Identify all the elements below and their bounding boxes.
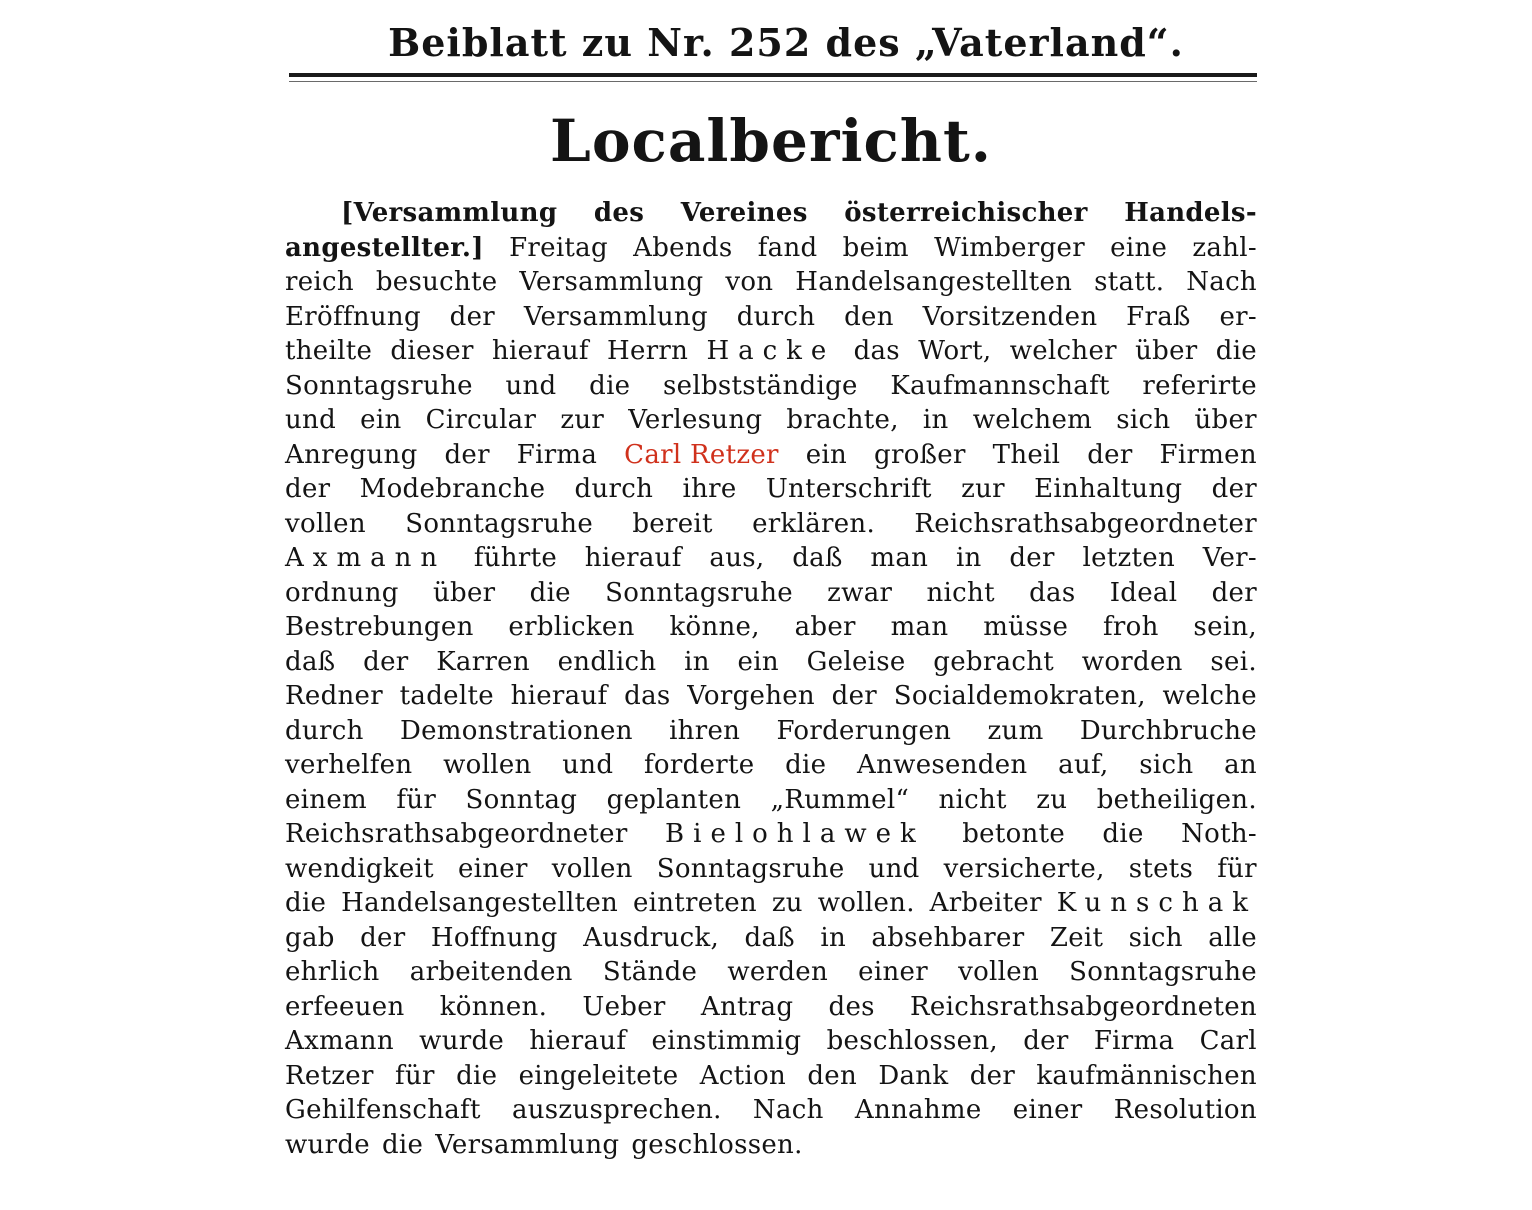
article-word: tadelte	[399, 681, 494, 711]
article-word: Firma	[516, 439, 598, 470]
article-word: Verlesung	[628, 405, 763, 435]
article-word: von	[725, 267, 774, 297]
article-word: das	[853, 336, 900, 366]
article-word: vollen	[551, 853, 633, 884]
article-word: Action	[699, 1060, 787, 1091]
article-word: Socialdemokraten,	[893, 681, 1146, 711]
article-word: in	[922, 405, 949, 435]
article-line	[285, 507, 1257, 542]
article-word: der	[444, 439, 490, 470]
article-word: Gehilfenschaft	[285, 1095, 481, 1125]
article-word: Forderungen	[776, 715, 952, 746]
article-word: einer	[457, 853, 528, 884]
article-word: das	[624, 681, 671, 711]
article-word: werden	[727, 957, 829, 987]
article-word: ein	[360, 405, 402, 435]
article-word: zur	[961, 474, 1005, 504]
article-word: einer	[858, 957, 928, 987]
article-word: die	[1215, 336, 1257, 366]
article-word: die	[285, 888, 327, 918]
article-word: wurde	[285, 1129, 370, 1160]
article-line	[285, 748, 1257, 783]
article-word: Versammlung	[523, 301, 708, 332]
article-word: Reichsrathsabgeordneter	[914, 508, 1257, 539]
article-line	[285, 610, 1257, 645]
article-word: welche	[1162, 681, 1257, 711]
article-word: österreichischer	[844, 198, 1088, 228]
article-line	[285, 196, 1257, 231]
article-word: zahl-	[1192, 232, 1257, 263]
article-word: wollen	[443, 750, 532, 780]
article-word: Anwesenden	[857, 750, 1028, 780]
article-word: an	[1224, 750, 1257, 780]
article-word: der	[969, 1060, 1016, 1091]
article-word: einstimmig	[651, 1026, 802, 1056]
article-word: vollen	[958, 957, 1039, 987]
article-word: worden	[1081, 646, 1183, 677]
article-word: sei.	[1210, 646, 1257, 677]
article-word: über	[432, 577, 496, 608]
article-word: Ausdruck,	[583, 922, 720, 953]
article-word: Ver-	[1202, 543, 1257, 573]
article-word: brachte,	[786, 405, 899, 435]
article-word: Annahme	[854, 1095, 982, 1125]
article-word: verhelfen	[285, 750, 413, 780]
article-line	[285, 783, 1257, 818]
article-word: für	[395, 1060, 435, 1091]
article-line	[285, 1059, 1257, 1094]
article-word: Hacke	[706, 336, 836, 366]
article-word: Bestrebungen	[285, 612, 474, 642]
article-word: Carl	[1199, 1026, 1257, 1056]
article-word: sich	[1116, 405, 1171, 435]
article-word: ihre	[682, 474, 737, 504]
article-word: angestellter.]	[285, 232, 484, 263]
article-line	[285, 645, 1257, 680]
article-word: auszusprechen.	[511, 1095, 722, 1125]
article-word: der	[1211, 474, 1257, 504]
article-line	[285, 955, 1257, 990]
article-word: Circular	[425, 405, 537, 435]
article-word: in	[820, 922, 847, 953]
article-word: eintreten	[632, 888, 757, 918]
article-word: Versammlung	[519, 267, 704, 297]
article-word: und	[562, 750, 614, 780]
article-word: Antrag	[700, 991, 794, 1022]
article-word: die	[456, 1060, 498, 1091]
article-word: Noth-	[1181, 819, 1257, 849]
article-word: Handels-	[1124, 198, 1257, 228]
article-word: Stände	[602, 957, 698, 987]
section-title: Localbericht.	[550, 107, 992, 175]
article-word: Wimberger	[934, 232, 1085, 263]
article-word: Wort,	[918, 336, 992, 366]
article-word: welchem	[972, 405, 1093, 435]
article-word: Hoffnung	[430, 922, 558, 953]
article-word: Ueber	[582, 991, 666, 1022]
article-word: alle	[1208, 922, 1257, 953]
article-word: dieser	[390, 336, 474, 366]
article-word: auf,	[1058, 750, 1109, 780]
article-word: stets	[1128, 853, 1194, 884]
article-word: kaufmännischen	[1036, 1060, 1257, 1091]
article-word: zum	[987, 715, 1044, 746]
article-word: sich	[1128, 922, 1183, 953]
article-word: bereit	[632, 508, 713, 539]
article-word: erblicken	[508, 612, 635, 642]
article-line	[285, 679, 1257, 714]
article-line	[285, 576, 1257, 611]
article-word: arbeitenden	[409, 957, 573, 987]
article-word: statt.	[1094, 267, 1165, 297]
header-rule-thin	[289, 81, 1257, 82]
article-word: Sonntagsruhe	[605, 577, 793, 608]
article-word: Vorgehen	[687, 681, 815, 711]
article-word: eingeleitete	[518, 1060, 679, 1091]
article-word: hierauf	[491, 336, 589, 366]
article-line	[285, 231, 1257, 266]
article-word: über	[1194, 405, 1257, 435]
article-word: der	[285, 474, 331, 504]
article-word: Handelsangestellten	[341, 888, 619, 918]
article-word: des	[828, 991, 875, 1022]
article-line	[285, 1128, 1257, 1163]
article-word: die	[785, 750, 827, 780]
article-line	[285, 472, 1257, 507]
article-word: in	[684, 646, 710, 677]
article-word: Zeit	[1049, 922, 1104, 953]
article-word: und	[505, 370, 557, 401]
article-word: der	[1211, 577, 1257, 608]
article-word: letzten	[1082, 543, 1175, 573]
article-word: hierauf	[529, 1026, 627, 1056]
article-word: Dank	[878, 1060, 949, 1091]
article-word: Firma	[1093, 1026, 1175, 1056]
article-word: den	[807, 1060, 858, 1091]
article-word: Handelsangestellten	[795, 267, 1073, 297]
article-line	[285, 990, 1257, 1025]
article-line	[285, 438, 1257, 473]
article-line	[285, 714, 1257, 749]
article-word: beschlossen,	[826, 1026, 998, 1056]
article-word: Geleise	[806, 646, 906, 677]
article-word: man	[890, 612, 949, 642]
article-word: ein	[805, 439, 848, 470]
article-word: endlich	[557, 646, 657, 677]
article-word: einem	[285, 784, 367, 815]
article-word: hierauf	[510, 681, 608, 711]
article-word: in	[955, 543, 982, 573]
article-word: zur	[560, 405, 605, 435]
article-word: der	[1087, 439, 1133, 470]
article-word: beim	[842, 232, 909, 263]
article-word: geschlossen.	[631, 1129, 803, 1160]
article-line	[285, 334, 1257, 369]
article-word: „Rummel“	[770, 784, 910, 815]
article-word: die	[589, 370, 631, 401]
article-word: Reichsrathsabgeordneten	[910, 991, 1257, 1022]
article-word: die	[529, 577, 571, 608]
article-word: können.	[439, 991, 548, 1022]
article-word: der	[1009, 543, 1055, 573]
article-word: er-	[1219, 301, 1257, 332]
article-word: Axmann	[285, 1026, 394, 1056]
article-word: Anregung	[285, 439, 418, 470]
article-word: Demonstrationen	[399, 715, 633, 746]
article-word: Modebranche	[359, 474, 546, 504]
article-word: theilte	[285, 336, 373, 366]
article-word: sich	[1139, 750, 1194, 780]
article-word: des	[593, 198, 645, 228]
article-line	[285, 852, 1257, 887]
article-line	[285, 265, 1257, 300]
article-word: über	[1135, 336, 1198, 366]
article-word: Nach	[1186, 267, 1257, 297]
article-word: Einhaltung	[1034, 474, 1183, 504]
article-word: geplanten	[606, 784, 742, 815]
supplement-header: Beiblatt zu Nr. 252 des „Vaterland“.	[388, 20, 1184, 65]
article-word: Durchbruche	[1079, 715, 1257, 746]
article-word: Unterschrift	[765, 474, 932, 504]
article-word: der	[1023, 1026, 1069, 1056]
article-word: [Versammlung	[341, 198, 558, 228]
article-word: Kaufmannschaft	[890, 370, 1110, 401]
article-word: nicht	[938, 784, 1007, 815]
article-word: könne,	[669, 612, 760, 642]
article-line	[285, 817, 1257, 852]
article-line	[285, 921, 1257, 956]
article-word: vollen	[285, 508, 366, 539]
article-word: besuchte	[375, 267, 498, 297]
article-word: wendigkeit	[285, 853, 434, 884]
article-word: Sonntagsruhe	[405, 508, 594, 539]
article-word: Vorsitzenden	[922, 301, 1098, 332]
article-word: und	[868, 853, 920, 884]
article-word: absehbarer	[871, 922, 1025, 953]
article-word: daß	[792, 543, 843, 573]
header-rule	[289, 73, 1257, 77]
article-line	[285, 300, 1257, 335]
article-word: der	[363, 646, 409, 677]
article-word: eine	[1110, 232, 1168, 263]
article-word: Sonntagsruhe	[1069, 957, 1257, 987]
article-word: Kunschak	[1056, 888, 1257, 918]
article-word: Resolution	[1113, 1095, 1257, 1125]
article-word: Theil	[992, 439, 1061, 470]
article-word: Nach	[752, 1095, 824, 1125]
article-word: Reichsrathsabgeordneter	[285, 819, 628, 849]
article-word: Fraß	[1126, 301, 1191, 332]
article-word: müsse	[983, 612, 1069, 642]
article-word: zu	[771, 888, 803, 918]
article-word: durch	[574, 474, 654, 504]
article-word: Abends	[633, 232, 733, 263]
article-word: nicht	[926, 577, 995, 608]
article-word: der	[360, 922, 406, 953]
article-line	[285, 1093, 1257, 1128]
article-word: die	[1102, 819, 1144, 849]
article-word: reich	[285, 267, 354, 297]
article-word: hierauf	[584, 543, 682, 573]
article-word: Sonntagsruhe	[656, 853, 845, 884]
article-word: ehrlich	[285, 957, 380, 987]
article-word: Versammlung	[435, 1129, 620, 1160]
article-word: ein	[737, 646, 779, 677]
article-word: durch	[285, 715, 364, 746]
article-word: gebracht	[933, 646, 1055, 677]
article-word: Redner	[285, 681, 383, 711]
article-word: der	[449, 301, 496, 332]
article-word: Arbeiter	[929, 888, 1042, 918]
article-word: Eröffnung	[285, 301, 421, 332]
article-word: führte	[473, 543, 558, 573]
article-word: daß	[285, 646, 336, 677]
article-word: großer	[874, 439, 966, 470]
article-word: erklären.	[752, 508, 876, 539]
article-word: betheiligen.	[1096, 784, 1257, 815]
article-word: und	[285, 405, 337, 435]
article-line	[285, 369, 1257, 404]
article-word: für	[396, 784, 437, 815]
article-line	[285, 886, 1257, 921]
article-word: Axmann	[285, 543, 447, 573]
article-word: das	[1029, 577, 1076, 608]
newspaper-page	[285, 0, 1257, 1210]
article-word: Vereines	[680, 198, 808, 228]
article-word: gab	[285, 922, 335, 953]
article-word: für	[1217, 853, 1257, 884]
article-word: ihren	[669, 715, 741, 746]
article-word: erfeeuen	[285, 991, 405, 1022]
article-word: fand	[757, 232, 818, 263]
article-word: wurde	[419, 1026, 505, 1056]
article-word: Freitag	[509, 232, 608, 263]
article-word: aus,	[709, 543, 765, 573]
article-word: welcher	[1009, 336, 1117, 366]
article-word: versicherte,	[943, 853, 1105, 884]
article-word: Herrn	[607, 336, 689, 366]
article-line	[285, 541, 1257, 576]
article-word: Retzer	[285, 1060, 374, 1091]
article-word: Sonntag	[465, 784, 578, 815]
article-word: selbstständige	[663, 370, 858, 401]
article-word: Bielohlawek	[665, 819, 925, 849]
article-word: daß	[744, 922, 795, 953]
article-line	[285, 1024, 1257, 1059]
article-line	[285, 403, 1257, 438]
article-word: betonte	[962, 819, 1065, 849]
highlighted-name: Carl Retzer	[624, 439, 779, 470]
article-word: der	[831, 681, 878, 711]
article-word: zwar	[827, 577, 893, 608]
article-word: Firmen	[1159, 439, 1257, 470]
article-word: Karren	[436, 646, 530, 677]
article-word: einer	[1012, 1095, 1083, 1125]
article-word: referirte	[1142, 370, 1257, 401]
article-word: ordnung	[285, 577, 399, 608]
article-word: man	[870, 543, 929, 573]
article-word: den	[844, 301, 894, 332]
article-word: zu	[1036, 784, 1068, 815]
article-word: froh	[1102, 612, 1159, 642]
article-word: die	[381, 1129, 424, 1160]
article-body	[285, 196, 1257, 1162]
article-word: sein,	[1193, 612, 1257, 642]
article-word: durch	[736, 301, 816, 332]
article-word: Ideal	[1109, 577, 1178, 608]
article-word: Sonntagsruhe	[285, 370, 473, 401]
article-word: forderte	[644, 750, 755, 780]
article-word: aber	[794, 612, 856, 642]
article-word: wollen.	[817, 888, 915, 918]
